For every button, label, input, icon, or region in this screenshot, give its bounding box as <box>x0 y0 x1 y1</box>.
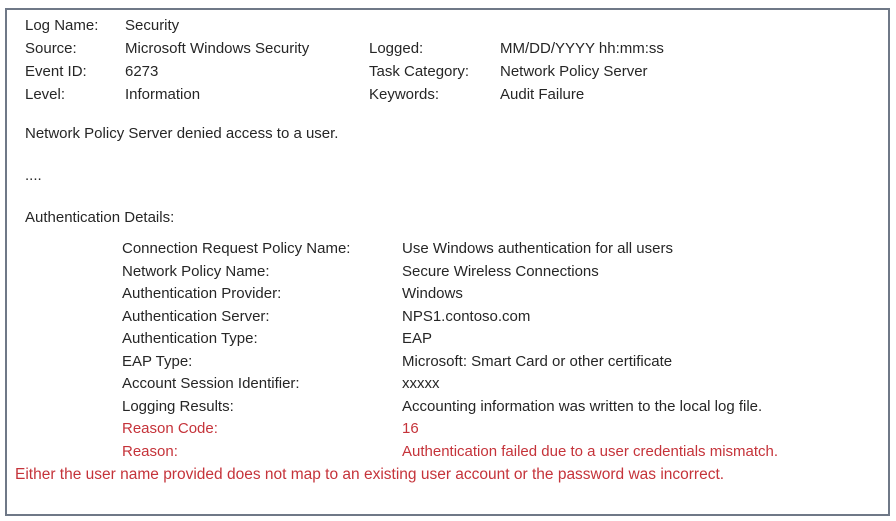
field-label: Keywords: <box>369 86 440 103</box>
detail-value: NPS1.contoso.com <box>402 307 531 325</box>
field-label: Source: <box>25 40 77 57</box>
detail-row <box>122 306 888 329</box>
detail-value: xxxxx <box>402 375 440 392</box>
ellipsis-text: .... <box>25 167 42 184</box>
detail-value: EAP <box>402 330 433 347</box>
detail-row <box>122 351 888 374</box>
field-label: Event ID: <box>25 63 87 80</box>
detail-label: Connection Request Policy Name: <box>122 240 351 257</box>
reason-continuation-text: Either the user name provided does not map to an existing user account or the password was incorrect. <box>15 466 725 483</box>
field-value: Microsoft Windows Security <box>125 40 310 57</box>
detail-row <box>122 373 888 396</box>
detail-label: Authentication Provider: <box>122 285 282 302</box>
detail-label: Network Policy Name: <box>122 262 270 280</box>
detail-value: Windows <box>402 285 463 302</box>
field-value: MM/DD/YYYY hh:mm:ss <box>500 40 664 57</box>
detail-row <box>122 396 888 419</box>
event-log-panel <box>5 8 890 516</box>
detail-value: Secure Wireless Connections <box>402 262 599 280</box>
field-value <box>500 14 888 37</box>
detail-value: 16 <box>402 420 419 437</box>
field-label: Logged: <box>369 40 424 57</box>
detail-row-reason <box>122 441 888 464</box>
detail-row <box>122 261 888 284</box>
detail-row-reason-code <box>122 418 888 441</box>
detail-value: Authentication failed due to a user credentials mismatch. <box>402 442 779 460</box>
detail-label: Authentication Server: <box>122 307 270 325</box>
detail-label: Reason: <box>122 442 178 460</box>
authentication-details-list <box>7 238 888 463</box>
detail-label: Authentication Type: <box>122 330 258 347</box>
field-label: Log Name: <box>25 17 99 34</box>
detail-label: Reason Code: <box>122 420 218 437</box>
field-label: Task Category: <box>369 63 470 80</box>
detail-value: Use Windows authentication for all users <box>402 240 673 257</box>
field-value: Audit Failure <box>500 86 585 103</box>
event-header <box>25 14 888 106</box>
detail-label: EAP Type: <box>122 352 193 370</box>
detail-value: Accounting information was written to the local log file. <box>402 397 763 415</box>
field-label <box>369 14 500 37</box>
field-value: Security <box>125 17 180 34</box>
detail-row <box>122 328 888 351</box>
detail-row <box>122 238 888 261</box>
field-label: Level: <box>25 86 66 103</box>
detail-value: Microsoft: Smart Card or other certificate <box>402 352 673 370</box>
authentication-details-heading: Authentication Details: <box>25 209 175 226</box>
field-value: Information <box>125 86 201 103</box>
detail-label: Logging Results: <box>122 397 234 415</box>
field-value: Network Policy Server <box>500 63 648 80</box>
detail-row <box>122 283 888 306</box>
event-description: Network Policy Server denied access to a user. <box>25 125 339 142</box>
field-value: 6273 <box>125 63 159 80</box>
detail-label: Account Session Identifier: <box>122 375 300 392</box>
